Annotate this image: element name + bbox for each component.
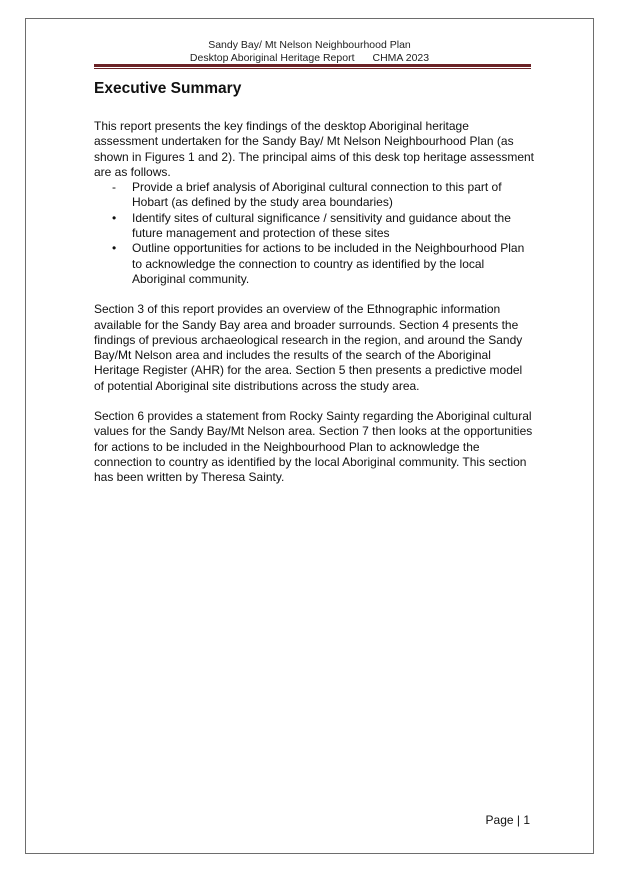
aims-list-item-text: Identify sites of cultural significance / sensitivity and guidance about the future management and protection of these sites: [132, 210, 511, 241]
header-rule-thin: [94, 68, 531, 69]
aims-list-item: [94, 241, 534, 287]
header-project-title: Sandy Bay/ Mt Nelson Neighbourhood Plan: [208, 39, 411, 51]
page-header: [26, 39, 593, 64]
bullet-marker: •: [112, 210, 117, 225]
header-org-year: CHMA 2023: [372, 51, 430, 64]
page-number: Page | 1: [485, 813, 530, 827]
intro-paragraph: This report presents the key findings of the desktop Aboriginal heritage assessment undertaken for the Sandy Bay/ Mt Nelson Neighbourhood Plan (as shown in Figures 1 and 2). The principal aims of this desk top heritage assessment are as follows.: [94, 119, 535, 179]
page-content: [94, 79, 534, 486]
header-rule-thick: [94, 64, 531, 67]
document-page: [25, 18, 594, 854]
dash-marker: -: [112, 180, 116, 195]
header-report-name: Desktop Aboriginal Heritage Report: [189, 51, 355, 64]
header-report-line: [26, 52, 593, 65]
bullet-marker: •: [112, 241, 117, 256]
sections-overview-paragraph: Section 3 of this report provides an overview of the Ethnographic information available for the Sandy Bay area and broader surrounds. Section 4 presents the findings of previous archaeological research in the region, and around the Sandy Bay/Mt Nelson area and includes the results of the search of the Aboriginal Heritage Register (AHR) for the area. Section 5 then presents a predictive model of potential Aboriginal site distributions across the study area.: [94, 302, 523, 393]
sections-statement-paragraph: Section 6 provides a statement from Rocky Sainty regarding the Aboriginal cultural values for the Sandy Bay/Mt Nelson area. Section 7 then looks at the opportunities for actions to be included in the Neighbourhood Plan to acknowledge the connection to country as identified by the local Aboriginal community. This section has been written by Theresa Sainty.: [94, 409, 533, 485]
aims-list-item-text: Outline opportunities for actions to be included in the Neighbourhood Plan to acknowledge the connection to country as identified by the local Aboriginal community.: [132, 241, 525, 286]
section-title: Executive Summary: [94, 80, 242, 97]
aims-list-item: [94, 180, 534, 211]
aims-list-item-text: Provide a brief analysis of Aboriginal cultural connection to this part of Hobart (as defined by the study area boundaries): [132, 180, 502, 210]
aims-list: [94, 180, 534, 287]
aims-list-item: [94, 211, 534, 242]
